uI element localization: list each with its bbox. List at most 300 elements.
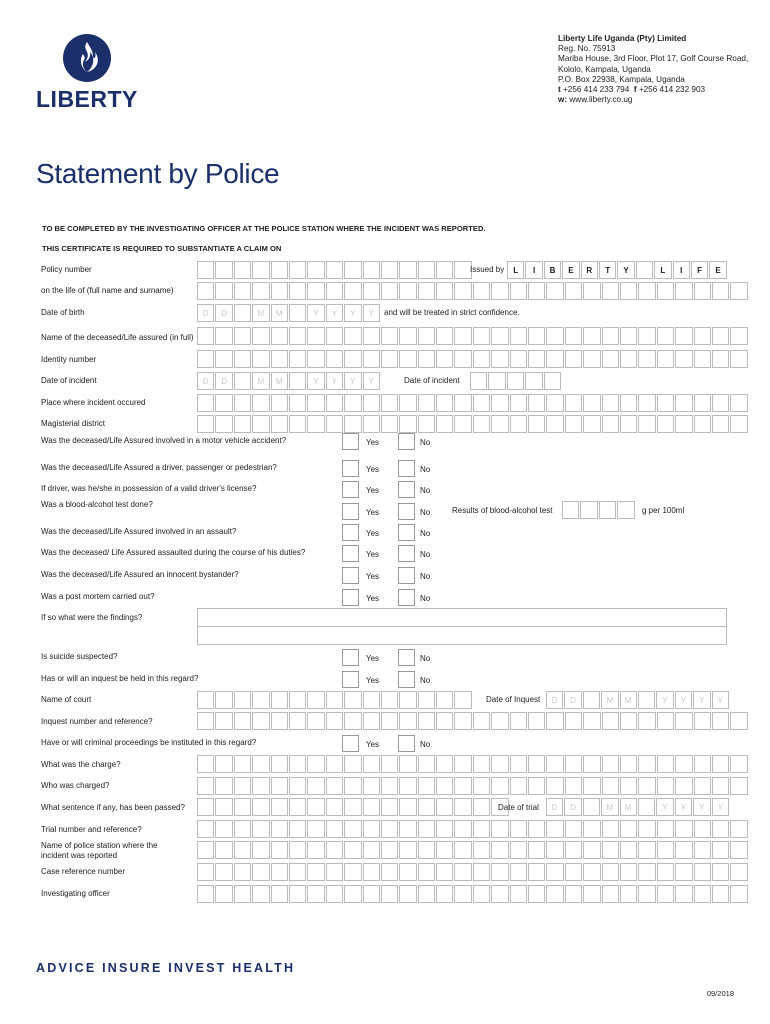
char-cell[interactable] — [344, 777, 361, 795]
char-cell[interactable] — [215, 712, 232, 730]
char-cell[interactable]: Y — [344, 372, 361, 390]
char-cell[interactable] — [565, 712, 582, 730]
char-cell[interactable]: Y — [326, 372, 343, 390]
char-cell[interactable] — [730, 841, 747, 859]
char-cell[interactable]: D — [546, 691, 563, 709]
char-cell[interactable] — [675, 350, 692, 368]
char-cell[interactable] — [289, 841, 306, 859]
char-cell[interactable] — [565, 282, 582, 300]
char-cell[interactable] — [381, 841, 398, 859]
char-cell[interactable] — [326, 691, 343, 709]
char-cell[interactable] — [197, 282, 214, 300]
char-cell[interactable] — [197, 755, 214, 773]
char-cell[interactable] — [289, 712, 306, 730]
char-cell[interactable] — [675, 820, 692, 838]
char-cell[interactable] — [583, 820, 600, 838]
char-cell[interactable] — [546, 282, 563, 300]
char-cell[interactable] — [657, 755, 674, 773]
findings-box-2[interactable] — [197, 626, 727, 645]
char-cell[interactable] — [271, 863, 288, 881]
char-cell[interactable] — [418, 863, 435, 881]
char-cell[interactable] — [694, 415, 711, 433]
char-cell[interactable] — [730, 863, 747, 881]
char-cell[interactable] — [638, 415, 655, 433]
char-cell[interactable] — [252, 863, 269, 881]
char-cell[interactable] — [252, 691, 269, 709]
char-cell[interactable] — [694, 841, 711, 859]
char-cell[interactable]: Y — [656, 798, 673, 816]
char-cell[interactable]: Y — [307, 372, 324, 390]
char-cell[interactable] — [289, 755, 306, 773]
char-cell[interactable] — [234, 350, 251, 368]
char-cell[interactable] — [399, 327, 416, 345]
char-cell[interactable] — [454, 777, 471, 795]
date-incident-grid[interactable] — [197, 372, 381, 390]
char-cell[interactable] — [289, 885, 306, 903]
char-cell[interactable] — [381, 863, 398, 881]
char-cell[interactable] — [694, 777, 711, 795]
char-cell[interactable] — [510, 394, 527, 412]
findings-box-1[interactable] — [197, 608, 727, 627]
char-cell[interactable] — [473, 798, 490, 816]
char-cell[interactable] — [712, 885, 729, 903]
char-cell[interactable] — [620, 712, 637, 730]
char-cell[interactable] — [638, 820, 655, 838]
life-of-name-grid[interactable] — [197, 282, 749, 300]
char-cell[interactable] — [399, 841, 416, 859]
char-cell[interactable] — [436, 712, 453, 730]
char-cell[interactable] — [215, 261, 232, 279]
char-cell[interactable]: Y — [363, 304, 380, 322]
char-cell[interactable] — [326, 798, 343, 816]
char-cell[interactable]: M — [620, 691, 637, 709]
char-cell[interactable] — [454, 712, 471, 730]
char-cell[interactable] — [546, 712, 563, 730]
yes-checkbox[interactable] — [342, 503, 359, 520]
char-cell[interactable] — [399, 691, 416, 709]
yes-checkbox[interactable] — [342, 735, 359, 752]
char-cell[interactable] — [271, 415, 288, 433]
char-cell[interactable] — [271, 350, 288, 368]
char-cell[interactable] — [712, 863, 729, 881]
char-cell[interactable] — [344, 712, 361, 730]
char-cell[interactable] — [657, 820, 674, 838]
char-cell[interactable] — [436, 282, 453, 300]
yes-checkbox[interactable] — [342, 589, 359, 606]
char-cell[interactable] — [215, 777, 232, 795]
char-cell[interactable] — [344, 282, 361, 300]
char-cell[interactable] — [583, 394, 600, 412]
char-cell[interactable] — [197, 691, 214, 709]
char-cell[interactable] — [381, 327, 398, 345]
char-cell[interactable] — [271, 282, 288, 300]
char-cell[interactable] — [399, 394, 416, 412]
char-cell[interactable] — [638, 863, 655, 881]
char-cell[interactable] — [234, 282, 251, 300]
char-cell[interactable] — [215, 691, 232, 709]
char-cell[interactable]: Y — [363, 372, 380, 390]
char-cell[interactable] — [491, 777, 508, 795]
char-cell[interactable] — [712, 282, 729, 300]
char-cell[interactable] — [234, 327, 251, 345]
char-cell[interactable] — [344, 798, 361, 816]
char-cell[interactable] — [363, 327, 380, 345]
no-checkbox[interactable] — [398, 503, 415, 520]
char-cell[interactable]: M — [252, 372, 269, 390]
char-cell[interactable] — [546, 863, 563, 881]
char-cell[interactable] — [363, 841, 380, 859]
char-cell[interactable] — [620, 820, 637, 838]
char-cell[interactable] — [289, 282, 306, 300]
char-cell[interactable] — [473, 755, 490, 773]
char-cell[interactable] — [344, 261, 361, 279]
char-cell[interactable] — [491, 841, 508, 859]
char-cell[interactable] — [617, 501, 634, 519]
inquest-number-grid[interactable] — [197, 712, 749, 730]
char-cell[interactable] — [510, 885, 527, 903]
char-cell[interactable] — [638, 755, 655, 773]
char-cell[interactable] — [307, 691, 324, 709]
char-cell[interactable] — [528, 820, 545, 838]
char-cell[interactable] — [252, 798, 269, 816]
char-cell[interactable]: Y — [326, 304, 343, 322]
char-cell[interactable] — [546, 820, 563, 838]
char-cell[interactable] — [418, 885, 435, 903]
char-cell[interactable] — [418, 777, 435, 795]
char-cell[interactable] — [326, 261, 343, 279]
char-cell[interactable] — [565, 777, 582, 795]
char-cell[interactable] — [381, 712, 398, 730]
char-cell[interactable]: D — [197, 304, 214, 322]
char-cell[interactable] — [657, 350, 674, 368]
char-cell[interactable] — [399, 415, 416, 433]
policy-number-grid[interactable] — [197, 261, 473, 279]
char-cell[interactable] — [234, 712, 251, 730]
char-cell[interactable] — [215, 863, 232, 881]
char-cell[interactable] — [712, 350, 729, 368]
char-cell[interactable] — [381, 885, 398, 903]
who-charged-grid[interactable] — [197, 777, 749, 795]
char-cell[interactable] — [528, 350, 545, 368]
char-cell[interactable] — [712, 327, 729, 345]
char-cell[interactable] — [580, 501, 597, 519]
case-ref-grid[interactable] — [197, 863, 749, 881]
char-cell[interactable] — [326, 282, 343, 300]
char-cell[interactable] — [363, 820, 380, 838]
char-cell[interactable] — [528, 863, 545, 881]
char-cell[interactable] — [730, 755, 747, 773]
char-cell[interactable] — [491, 885, 508, 903]
date-inquest-grid[interactable] — [546, 691, 730, 709]
char-cell[interactable] — [436, 691, 453, 709]
no-checkbox[interactable] — [398, 524, 415, 541]
char-cell[interactable] — [197, 350, 214, 368]
char-cell[interactable] — [381, 755, 398, 773]
char-cell[interactable] — [418, 691, 435, 709]
char-cell[interactable] — [197, 863, 214, 881]
char-cell[interactable] — [730, 415, 747, 433]
char-cell[interactable] — [675, 415, 692, 433]
char-cell[interactable] — [675, 327, 692, 345]
char-cell[interactable] — [363, 415, 380, 433]
char-cell[interactable] — [307, 841, 324, 859]
char-cell[interactable]: Y — [307, 304, 324, 322]
char-cell[interactable] — [638, 712, 655, 730]
char-cell[interactable] — [271, 798, 288, 816]
char-cell[interactable] — [620, 841, 637, 859]
char-cell[interactable]: M — [271, 304, 288, 322]
char-cell[interactable] — [473, 415, 490, 433]
char-cell[interactable] — [307, 327, 324, 345]
char-cell[interactable] — [454, 885, 471, 903]
char-cell[interactable] — [620, 282, 637, 300]
char-cell[interactable] — [473, 841, 490, 859]
char-cell[interactable] — [215, 327, 232, 345]
char-cell[interactable] — [363, 863, 380, 881]
char-cell[interactable] — [565, 415, 582, 433]
char-cell[interactable] — [215, 841, 232, 859]
char-cell[interactable] — [546, 777, 563, 795]
char-cell[interactable] — [289, 415, 306, 433]
char-cell[interactable] — [488, 372, 505, 390]
char-cell[interactable] — [436, 863, 453, 881]
char-cell[interactable] — [234, 691, 251, 709]
char-cell[interactable] — [528, 777, 545, 795]
char-cell[interactable] — [491, 394, 508, 412]
char-cell[interactable] — [602, 415, 619, 433]
char-cell[interactable] — [730, 885, 747, 903]
char-cell[interactable] — [289, 394, 306, 412]
char-cell[interactable] — [381, 261, 398, 279]
char-cell[interactable] — [399, 820, 416, 838]
char-cell[interactable] — [326, 350, 343, 368]
char-cell[interactable] — [675, 841, 692, 859]
name-deceased-grid[interactable] — [197, 327, 749, 345]
char-cell[interactable] — [583, 777, 600, 795]
char-cell[interactable] — [399, 282, 416, 300]
char-cell[interactable] — [675, 863, 692, 881]
char-cell[interactable] — [491, 415, 508, 433]
char-cell[interactable] — [436, 755, 453, 773]
char-cell[interactable] — [491, 712, 508, 730]
char-cell[interactable] — [381, 282, 398, 300]
char-cell[interactable] — [657, 712, 674, 730]
char-cell[interactable] — [326, 777, 343, 795]
char-cell[interactable] — [510, 777, 527, 795]
char-cell[interactable] — [399, 755, 416, 773]
char-cell[interactable] — [473, 777, 490, 795]
char-cell[interactable] — [599, 501, 616, 519]
char-cell[interactable] — [215, 282, 232, 300]
char-cell[interactable] — [289, 798, 306, 816]
char-cell[interactable] — [712, 755, 729, 773]
char-cell[interactable] — [436, 777, 453, 795]
char-cell[interactable] — [510, 820, 527, 838]
char-cell[interactable] — [289, 304, 306, 322]
char-cell[interactable] — [694, 863, 711, 881]
char-cell[interactable] — [620, 755, 637, 773]
char-cell[interactable] — [730, 777, 747, 795]
char-cell[interactable]: M — [620, 798, 637, 816]
char-cell[interactable] — [602, 327, 619, 345]
char-cell[interactable] — [197, 327, 214, 345]
char-cell[interactable] — [399, 261, 416, 279]
char-cell[interactable] — [525, 372, 542, 390]
char-cell[interactable] — [454, 350, 471, 368]
char-cell[interactable] — [638, 282, 655, 300]
char-cell[interactable] — [252, 350, 269, 368]
char-cell[interactable] — [454, 282, 471, 300]
char-cell[interactable] — [234, 415, 251, 433]
char-cell[interactable] — [307, 798, 324, 816]
char-cell[interactable] — [730, 820, 747, 838]
char-cell[interactable] — [454, 327, 471, 345]
char-cell[interactable] — [473, 327, 490, 345]
char-cell[interactable] — [473, 820, 490, 838]
char-cell[interactable] — [418, 282, 435, 300]
char-cell[interactable] — [326, 394, 343, 412]
char-cell[interactable] — [638, 691, 655, 709]
char-cell[interactable] — [326, 327, 343, 345]
char-cell[interactable] — [473, 885, 490, 903]
char-cell[interactable] — [436, 327, 453, 345]
char-cell[interactable] — [436, 350, 453, 368]
char-cell[interactable] — [344, 350, 361, 368]
char-cell[interactable] — [565, 327, 582, 345]
char-cell[interactable] — [675, 755, 692, 773]
char-cell[interactable] — [271, 755, 288, 773]
no-checkbox[interactable] — [398, 567, 415, 584]
char-cell[interactable] — [326, 863, 343, 881]
yes-checkbox[interactable] — [342, 460, 359, 477]
char-cell[interactable] — [491, 327, 508, 345]
char-cell[interactable] — [454, 798, 471, 816]
char-cell[interactable] — [565, 885, 582, 903]
char-cell[interactable] — [528, 885, 545, 903]
char-cell[interactable] — [602, 282, 619, 300]
no-checkbox[interactable] — [398, 460, 415, 477]
char-cell[interactable] — [528, 841, 545, 859]
char-cell[interactable] — [694, 820, 711, 838]
char-cell[interactable] — [657, 885, 674, 903]
char-cell[interactable] — [675, 282, 692, 300]
char-cell[interactable] — [344, 863, 361, 881]
char-cell[interactable] — [271, 820, 288, 838]
char-cell[interactable] — [507, 372, 524, 390]
char-cell[interactable] — [491, 820, 508, 838]
char-cell[interactable] — [528, 415, 545, 433]
char-cell[interactable] — [197, 394, 214, 412]
char-cell[interactable] — [602, 863, 619, 881]
char-cell[interactable] — [730, 327, 747, 345]
char-cell[interactable] — [473, 712, 490, 730]
char-cell[interactable] — [510, 282, 527, 300]
char-cell[interactable] — [197, 820, 214, 838]
char-cell[interactable] — [510, 755, 527, 773]
char-cell[interactable] — [252, 261, 269, 279]
char-cell[interactable] — [454, 394, 471, 412]
char-cell[interactable] — [436, 415, 453, 433]
char-cell[interactable] — [657, 282, 674, 300]
char-cell[interactable]: M — [252, 304, 269, 322]
char-cell[interactable] — [307, 415, 324, 433]
char-cell[interactable] — [252, 282, 269, 300]
char-cell[interactable] — [271, 327, 288, 345]
time-incident-grid[interactable] — [470, 372, 562, 390]
char-cell[interactable] — [675, 712, 692, 730]
char-cell[interactable] — [418, 394, 435, 412]
char-cell[interactable] — [307, 261, 324, 279]
date-trial-grid[interactable] — [546, 798, 730, 816]
char-cell[interactable] — [271, 691, 288, 709]
char-cell[interactable] — [638, 798, 655, 816]
char-cell[interactable] — [565, 350, 582, 368]
char-cell[interactable] — [454, 691, 471, 709]
char-cell[interactable] — [510, 863, 527, 881]
char-cell[interactable] — [197, 885, 214, 903]
char-cell[interactable] — [234, 261, 251, 279]
char-cell[interactable]: Y — [344, 304, 361, 322]
identity-number-grid[interactable] — [197, 350, 749, 368]
char-cell[interactable]: D — [215, 372, 232, 390]
char-cell[interactable] — [473, 282, 490, 300]
yes-checkbox[interactable] — [342, 433, 359, 450]
char-cell[interactable]: D — [564, 691, 581, 709]
char-cell[interactable] — [436, 885, 453, 903]
char-cell[interactable] — [565, 863, 582, 881]
char-cell[interactable] — [602, 777, 619, 795]
char-cell[interactable] — [289, 777, 306, 795]
char-cell[interactable] — [252, 755, 269, 773]
char-cell[interactable] — [363, 350, 380, 368]
char-cell[interactable] — [399, 863, 416, 881]
char-cell[interactable] — [565, 820, 582, 838]
char-cell[interactable] — [215, 798, 232, 816]
char-cell[interactable] — [491, 863, 508, 881]
char-cell[interactable] — [418, 798, 435, 816]
char-cell[interactable] — [307, 755, 324, 773]
char-cell[interactable] — [546, 885, 563, 903]
char-cell[interactable] — [307, 350, 324, 368]
char-cell[interactable] — [252, 885, 269, 903]
char-cell[interactable] — [694, 327, 711, 345]
char-cell[interactable] — [620, 394, 637, 412]
char-cell[interactable] — [454, 820, 471, 838]
char-cell[interactable]: M — [601, 798, 618, 816]
char-cell[interactable] — [730, 282, 747, 300]
char-cell[interactable] — [510, 327, 527, 345]
char-cell[interactable] — [289, 863, 306, 881]
char-cell[interactable] — [694, 885, 711, 903]
char-cell[interactable] — [363, 712, 380, 730]
char-cell[interactable] — [363, 755, 380, 773]
char-cell[interactable] — [583, 885, 600, 903]
char-cell[interactable] — [602, 755, 619, 773]
char-cell[interactable] — [583, 691, 600, 709]
char-cell[interactable] — [271, 712, 288, 730]
char-cell[interactable]: D — [546, 798, 563, 816]
char-cell[interactable] — [694, 394, 711, 412]
char-cell[interactable] — [730, 394, 747, 412]
char-cell[interactable] — [562, 501, 579, 519]
char-cell[interactable] — [307, 394, 324, 412]
char-cell[interactable]: Y — [656, 691, 673, 709]
char-cell[interactable] — [234, 777, 251, 795]
char-cell[interactable] — [418, 820, 435, 838]
char-cell[interactable] — [399, 798, 416, 816]
char-cell[interactable] — [528, 755, 545, 773]
char-cell[interactable] — [344, 415, 361, 433]
